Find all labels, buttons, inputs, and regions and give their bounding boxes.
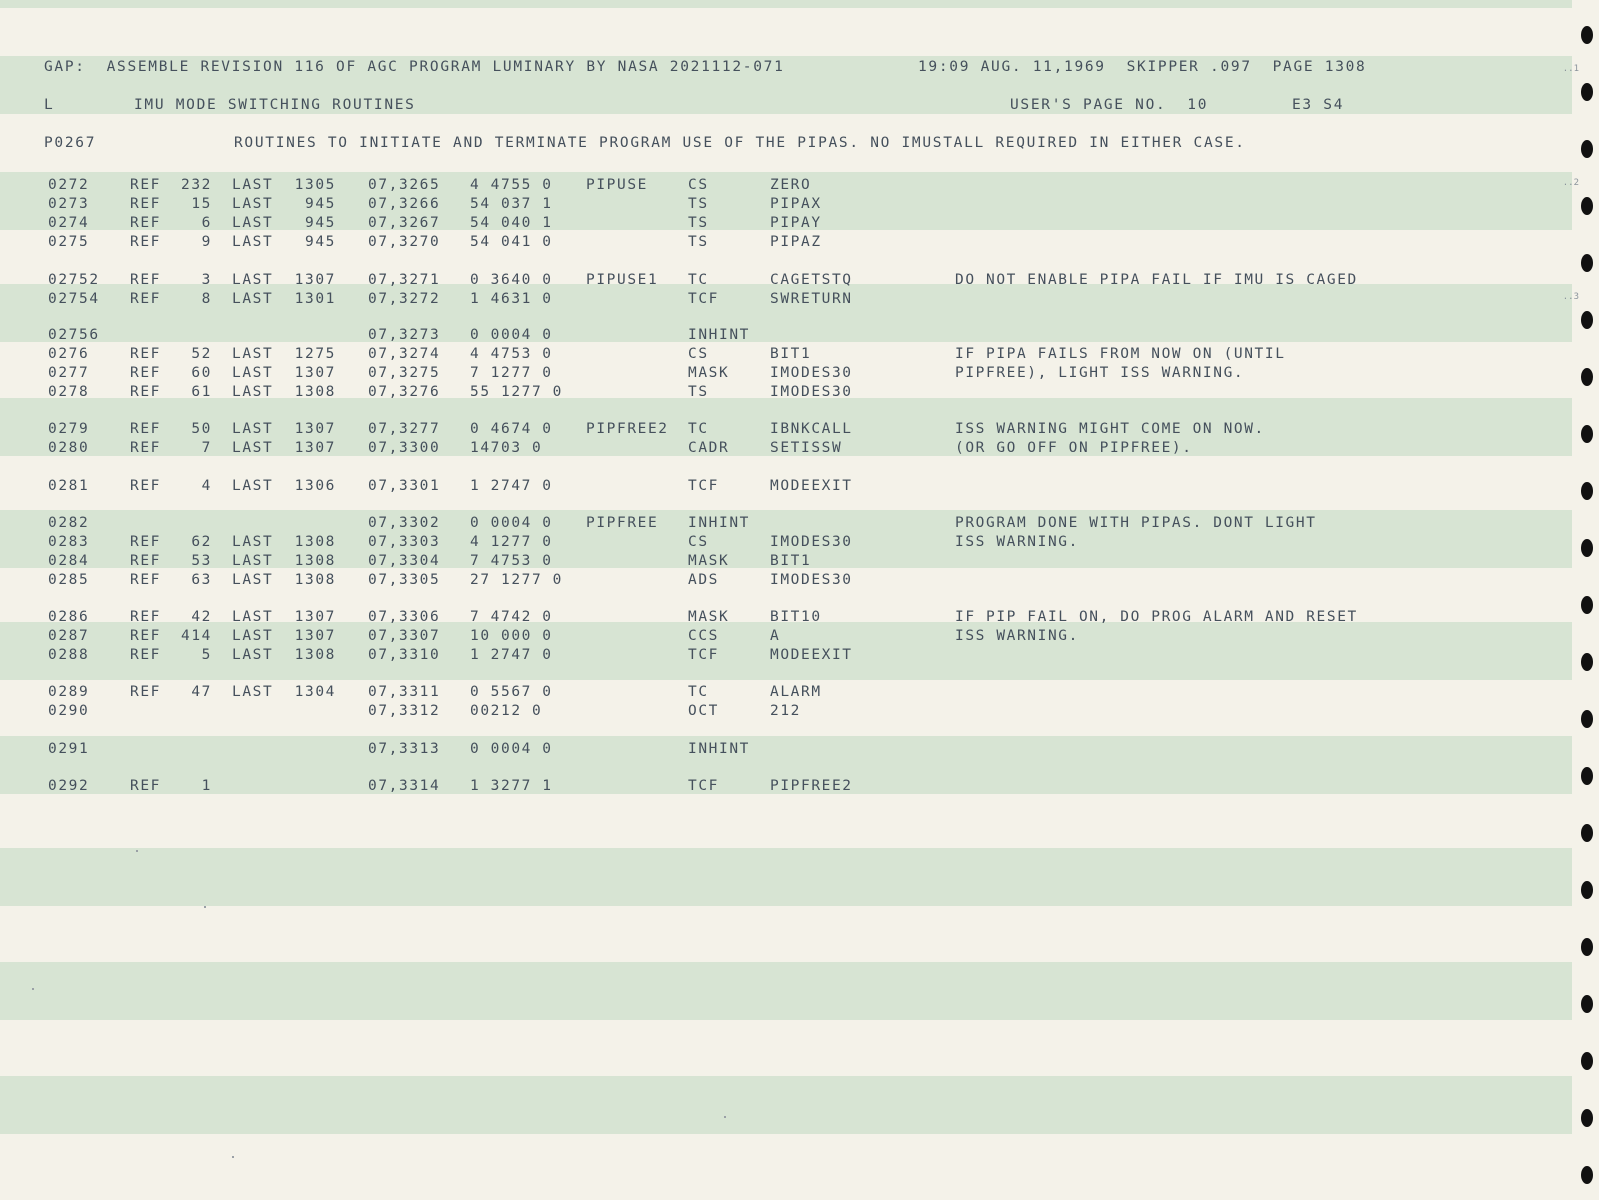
- paper-speck: [136, 850, 138, 852]
- opcode: CADR: [688, 440, 730, 456]
- address: 07,3303: [368, 534, 441, 550]
- address: 07,3307: [368, 628, 441, 644]
- machine-code: 7 4742 0: [470, 609, 553, 625]
- machine-code: 27 1277 0: [470, 572, 563, 588]
- last-label: LAST: [232, 572, 274, 588]
- machine-code: 0 4674 0: [470, 421, 553, 437]
- address: 07,3267: [368, 215, 441, 231]
- machine-code: 1 2747 0: [470, 478, 553, 494]
- operand: ALARM: [770, 684, 822, 700]
- machine-code: 54 040 1: [470, 215, 553, 231]
- line-number: 0275: [48, 234, 90, 250]
- ref-label: REF: [130, 572, 161, 588]
- line-number: 02756: [48, 327, 100, 343]
- feed-hole: [1581, 539, 1593, 557]
- listing-row: [0, 608, 1560, 627]
- last-page: 1307: [294, 628, 336, 644]
- last-page: 1307: [294, 609, 336, 625]
- opcode: MASK: [688, 365, 730, 381]
- address: 07,3265: [368, 177, 441, 193]
- address: 07,3310: [368, 647, 441, 663]
- feed-hole: [1581, 767, 1593, 785]
- machine-code: 1 2747 0: [470, 647, 553, 663]
- comment: IF PIPA FAILS FROM NOW ON (UNTIL: [955, 346, 1286, 362]
- feed-hole: [1581, 425, 1593, 443]
- listing-row: [0, 345, 1560, 364]
- last-label: LAST: [232, 553, 274, 569]
- last-page: 1304: [294, 684, 336, 700]
- comment: IF PIP FAIL ON, DO PROG ALARM AND RESET: [955, 609, 1358, 625]
- paper-speck: [232, 1156, 234, 1158]
- operand: MODEEXIT: [770, 478, 853, 494]
- line-number: 02754: [48, 291, 100, 307]
- line-number: 0273: [48, 196, 90, 212]
- ref-label: REF: [130, 346, 161, 362]
- line-number: 0285: [48, 572, 90, 588]
- line-number: 0283: [48, 534, 90, 550]
- ref-count: 62: [191, 534, 212, 550]
- line-number: 0281: [48, 478, 90, 494]
- machine-code: 54 037 1: [470, 196, 553, 212]
- machine-code: 0 3640 0: [470, 272, 553, 288]
- paper-band-top: [0, 0, 1572, 8]
- listing-row: [0, 683, 1560, 702]
- opcode: CS: [688, 177, 709, 193]
- operand: ZERO: [770, 177, 812, 193]
- ref-label: REF: [130, 384, 161, 400]
- last-page: 1305: [294, 177, 336, 193]
- address: 07,3277: [368, 421, 441, 437]
- ref-count: 1: [201, 778, 212, 794]
- line-number: 0279: [48, 421, 90, 437]
- address: 07,3276: [368, 384, 441, 400]
- ref-count: 53: [191, 553, 212, 569]
- listing-row: [0, 646, 1560, 665]
- last-page: 945: [305, 234, 336, 250]
- line-number: 0277: [48, 365, 90, 381]
- last-page: 1307: [294, 440, 336, 456]
- line-number: 0287: [48, 628, 90, 644]
- listing-row: [0, 214, 1560, 233]
- line-number: 0274: [48, 215, 90, 231]
- operand: 212: [770, 703, 801, 719]
- machine-code: 1 3277 1: [470, 778, 553, 794]
- operand: IMODES30: [770, 534, 853, 550]
- operand: PIPAY: [770, 215, 822, 231]
- operand: BIT10: [770, 609, 822, 625]
- symbol-label: PIPFREE: [586, 515, 659, 531]
- address: 07,3272: [368, 291, 441, 307]
- last-page: 1275: [294, 346, 336, 362]
- ref-label: REF: [130, 234, 161, 250]
- opcode: TS: [688, 215, 709, 231]
- ref-label: REF: [130, 778, 161, 794]
- opcode: TCF: [688, 778, 719, 794]
- machine-code: 14703 0: [470, 440, 543, 456]
- paper-speck: [724, 1116, 726, 1118]
- ref-count: 52: [191, 346, 212, 362]
- symbol-label: PIPUSE: [586, 177, 648, 193]
- last-page: 1308: [294, 384, 336, 400]
- ref-label: REF: [130, 272, 161, 288]
- margin-mark: ..2: [1562, 178, 1579, 188]
- ref-count: 7: [201, 440, 212, 456]
- last-page: 1307: [294, 272, 336, 288]
- listing-row: [0, 777, 1560, 796]
- last-page: 945: [305, 215, 336, 231]
- feed-hole: [1581, 482, 1593, 500]
- ref-label: REF: [130, 421, 161, 437]
- line-number: 0276: [48, 346, 90, 362]
- address: 07,3314: [368, 778, 441, 794]
- ref-label: REF: [130, 609, 161, 625]
- line-number: 0289: [48, 684, 90, 700]
- address: 07,3271: [368, 272, 441, 288]
- machine-code: 55 1277 0: [470, 384, 563, 400]
- ref-label: REF: [130, 365, 161, 381]
- machine-code: 4 1277 0: [470, 534, 553, 550]
- last-page: 1308: [294, 647, 336, 663]
- address: 07,3275: [368, 365, 441, 381]
- header-timestamp: 19:09 AUG. 11,1969 SKIPPER .097 PAGE 1308: [918, 59, 1367, 75]
- section-id: P0267: [44, 135, 97, 151]
- feed-hole: [1581, 254, 1593, 272]
- machine-code: 0 0004 0: [470, 327, 553, 343]
- line-number: 02752: [48, 272, 100, 288]
- listing-row: [0, 271, 1560, 290]
- machine-code: 1 4631 0: [470, 291, 553, 307]
- ref-count: 3: [201, 272, 212, 288]
- line-number: 0282: [48, 515, 90, 531]
- feed-hole: [1581, 26, 1593, 44]
- feed-hole: [1581, 311, 1593, 329]
- last-page: 1307: [294, 421, 336, 437]
- opcode: OCT: [688, 703, 719, 719]
- line-number: 0278: [48, 384, 90, 400]
- feed-hole: [1581, 83, 1593, 101]
- ref-count: 61: [191, 384, 212, 400]
- line-number: 0284: [48, 553, 90, 569]
- machine-code: 00212 0: [470, 703, 543, 719]
- address: 07,3274: [368, 346, 441, 362]
- operand: CAGETSTQ: [770, 272, 853, 288]
- address: 07,3311: [368, 684, 441, 700]
- operand: SETISSW: [770, 440, 843, 456]
- address: 07,3302: [368, 515, 441, 531]
- last-label: LAST: [232, 609, 274, 625]
- last-label: LAST: [232, 628, 274, 644]
- line-number: 0288: [48, 647, 90, 663]
- last-page: 1307: [294, 365, 336, 381]
- paper-band: [0, 962, 1572, 1020]
- machine-code: 0 0004 0: [470, 515, 553, 531]
- last-page: 1308: [294, 572, 336, 588]
- address: 07,3301: [368, 478, 441, 494]
- listing-row: [0, 326, 1560, 345]
- listing-row: [0, 627, 1560, 646]
- address: 07,3266: [368, 196, 441, 212]
- ref-count: 47: [191, 684, 212, 700]
- operand: SWRETURN: [770, 291, 853, 307]
- machine-code: 0 5567 0: [470, 684, 553, 700]
- machine-code: 4 4753 0: [470, 346, 553, 362]
- last-label: LAST: [232, 346, 274, 362]
- symbol-label: PIPUSE1: [586, 272, 659, 288]
- listing-row: [0, 439, 1560, 458]
- machine-code: 7 1277 0: [470, 365, 553, 381]
- machine-code: 4 4755 0: [470, 177, 553, 193]
- line-number: 0292: [48, 778, 90, 794]
- listing-row: [0, 176, 1560, 195]
- address: 07,3305: [368, 572, 441, 588]
- listing-row: [0, 552, 1560, 571]
- ref-count: 42: [191, 609, 212, 625]
- address: 07,3306: [368, 609, 441, 625]
- opcode: ADS: [688, 572, 719, 588]
- ref-label: REF: [130, 647, 161, 663]
- ref-count: 60: [191, 365, 212, 381]
- last-label: LAST: [232, 478, 274, 494]
- ref-count: 8: [201, 291, 212, 307]
- operand: IMODES30: [770, 572, 853, 588]
- symbol-label: PIPFREE2: [586, 421, 669, 437]
- opcode: TCF: [688, 478, 719, 494]
- operand: IMODES30: [770, 365, 853, 381]
- line-number: 0290: [48, 703, 90, 719]
- paper-band: [0, 848, 1572, 906]
- header-title: GAP: ASSEMBLE REVISION 116 OF AGC PROGRAM LUMINARY BY NASA 2021112-071: [44, 59, 785, 75]
- operand: PIPAX: [770, 196, 822, 212]
- feed-hole: [1581, 596, 1593, 614]
- header-sheet-id: E3 S4: [1292, 97, 1345, 113]
- feed-hole: [1581, 824, 1593, 842]
- opcode: MASK: [688, 553, 730, 569]
- operand: A: [770, 628, 781, 644]
- feed-hole: [1581, 197, 1593, 215]
- address: 07,3312: [368, 703, 441, 719]
- last-label: LAST: [232, 421, 274, 437]
- paper-band: [0, 1076, 1572, 1134]
- listing-row: [0, 420, 1560, 439]
- ref-count: 232: [181, 177, 212, 193]
- operand: PIPAZ: [770, 234, 822, 250]
- listing-row: [0, 364, 1560, 383]
- comment: PIPFREE), LIGHT ISS WARNING.: [955, 365, 1245, 381]
- ref-count: 50: [191, 421, 212, 437]
- header-level: L: [44, 97, 55, 113]
- paper-speck: [204, 906, 206, 908]
- ref-label: REF: [130, 440, 161, 456]
- last-label: LAST: [232, 177, 274, 193]
- line-number: 0286: [48, 609, 90, 625]
- line-number: 0272: [48, 177, 90, 193]
- feed-hole: [1581, 995, 1593, 1013]
- feed-hole: [1581, 1166, 1593, 1184]
- comment: PROGRAM DONE WITH PIPAS. DONT LIGHT: [955, 515, 1317, 531]
- last-label: LAST: [232, 384, 274, 400]
- last-label: LAST: [232, 196, 274, 212]
- ref-count: 63: [191, 572, 212, 588]
- ref-label: REF: [130, 553, 161, 569]
- header-user-page: USER'S PAGE NO. 10: [1010, 97, 1209, 113]
- ref-label: REF: [130, 478, 161, 494]
- opcode: CCS: [688, 628, 719, 644]
- opcode: TC: [688, 421, 709, 437]
- header-section-title: IMU MODE SWITCHING ROUTINES: [134, 97, 416, 113]
- last-label: LAST: [232, 215, 274, 231]
- ref-count: 5: [201, 647, 212, 663]
- opcode: TS: [688, 196, 709, 212]
- opcode: TC: [688, 684, 709, 700]
- last-page: 1308: [294, 553, 336, 569]
- operand: MODEEXIT: [770, 647, 853, 663]
- feed-hole: [1581, 938, 1593, 956]
- margin-mark: ..1: [1562, 64, 1579, 74]
- feed-hole: [1581, 881, 1593, 899]
- comment: ISS WARNING MIGHT COME ON NOW.: [955, 421, 1265, 437]
- ref-count: 9: [201, 234, 212, 250]
- line-number: 0280: [48, 440, 90, 456]
- line-number: 0291: [48, 741, 90, 757]
- opcode: INHINT: [688, 327, 750, 343]
- listing-row: [0, 571, 1560, 590]
- last-page: 1308: [294, 534, 336, 550]
- last-page: 1301: [294, 291, 336, 307]
- last-label: LAST: [232, 291, 274, 307]
- last-page: 945: [305, 196, 336, 212]
- feed-hole: [1581, 653, 1593, 671]
- comment: ISS WARNING.: [955, 628, 1079, 644]
- machine-code: 10 000 0: [470, 628, 553, 644]
- ref-label: REF: [130, 196, 161, 212]
- address: 07,3270: [368, 234, 441, 250]
- feed-hole: [1581, 710, 1593, 728]
- listing-row: [0, 195, 1560, 214]
- last-label: LAST: [232, 440, 274, 456]
- operand: BIT1: [770, 553, 812, 569]
- ref-label: REF: [130, 628, 161, 644]
- opcode: TCF: [688, 291, 719, 307]
- ref-label: REF: [130, 534, 161, 550]
- margin-mark: ..3: [1562, 292, 1579, 302]
- machine-code: 0 0004 0: [470, 741, 553, 757]
- machine-code: 7 4753 0: [470, 553, 553, 569]
- last-label: LAST: [232, 534, 274, 550]
- listing-row: [0, 233, 1560, 252]
- opcode: TS: [688, 234, 709, 250]
- opcode: MASK: [688, 609, 730, 625]
- operand: IBNKCALL: [770, 421, 853, 437]
- last-label: LAST: [232, 234, 274, 250]
- operand: PIPFREE2: [770, 778, 853, 794]
- comment: (OR GO OFF ON PIPFREE).: [955, 440, 1193, 456]
- ref-label: REF: [130, 291, 161, 307]
- listing-row: [0, 383, 1560, 402]
- address: 07,3300: [368, 440, 441, 456]
- ref-label: REF: [130, 177, 161, 193]
- opcode: INHINT: [688, 741, 750, 757]
- ref-label: REF: [130, 215, 161, 231]
- paper-speck: [32, 988, 34, 990]
- machine-code: 54 041 0: [470, 234, 553, 250]
- address: 07,3273: [368, 327, 441, 343]
- ref-count: 4: [201, 478, 212, 494]
- listing-row: [0, 740, 1560, 759]
- listing-row: [0, 477, 1560, 496]
- ref-count: 414: [181, 628, 212, 644]
- opcode: CS: [688, 534, 709, 550]
- feed-hole: [1581, 1052, 1593, 1070]
- comment: ISS WARNING.: [955, 534, 1079, 550]
- operand: IMODES30: [770, 384, 853, 400]
- last-label: LAST: [232, 365, 274, 381]
- operand: BIT1: [770, 346, 812, 362]
- opcode: TC: [688, 272, 709, 288]
- ref-label: REF: [130, 684, 161, 700]
- opcode: CS: [688, 346, 709, 362]
- listing-row: [0, 702, 1560, 721]
- feed-hole: [1581, 368, 1593, 386]
- opcode: TCF: [688, 647, 719, 663]
- last-page: 1306: [294, 478, 336, 494]
- listing-row: [0, 290, 1560, 309]
- comment: DO NOT ENABLE PIPA FAIL IF IMU IS CAGED: [955, 272, 1358, 288]
- opcode: INHINT: [688, 515, 750, 531]
- listing-row: [0, 533, 1560, 552]
- address: 07,3304: [368, 553, 441, 569]
- opcode: TS: [688, 384, 709, 400]
- last-label: LAST: [232, 647, 274, 663]
- ref-count: 15: [191, 196, 212, 212]
- feed-hole: [1581, 1109, 1593, 1127]
- last-label: LAST: [232, 272, 274, 288]
- last-label: LAST: [232, 684, 274, 700]
- listing-row: [0, 514, 1560, 533]
- ref-count: 6: [201, 215, 212, 231]
- address: 07,3313: [368, 741, 441, 757]
- feed-hole: [1581, 140, 1593, 158]
- section-description: ROUTINES TO INITIATE AND TERMINATE PROGRAM USE OF THE PIPAS. NO IMUSTALL REQUIRED IN EITHER CASE.: [234, 135, 1246, 151]
